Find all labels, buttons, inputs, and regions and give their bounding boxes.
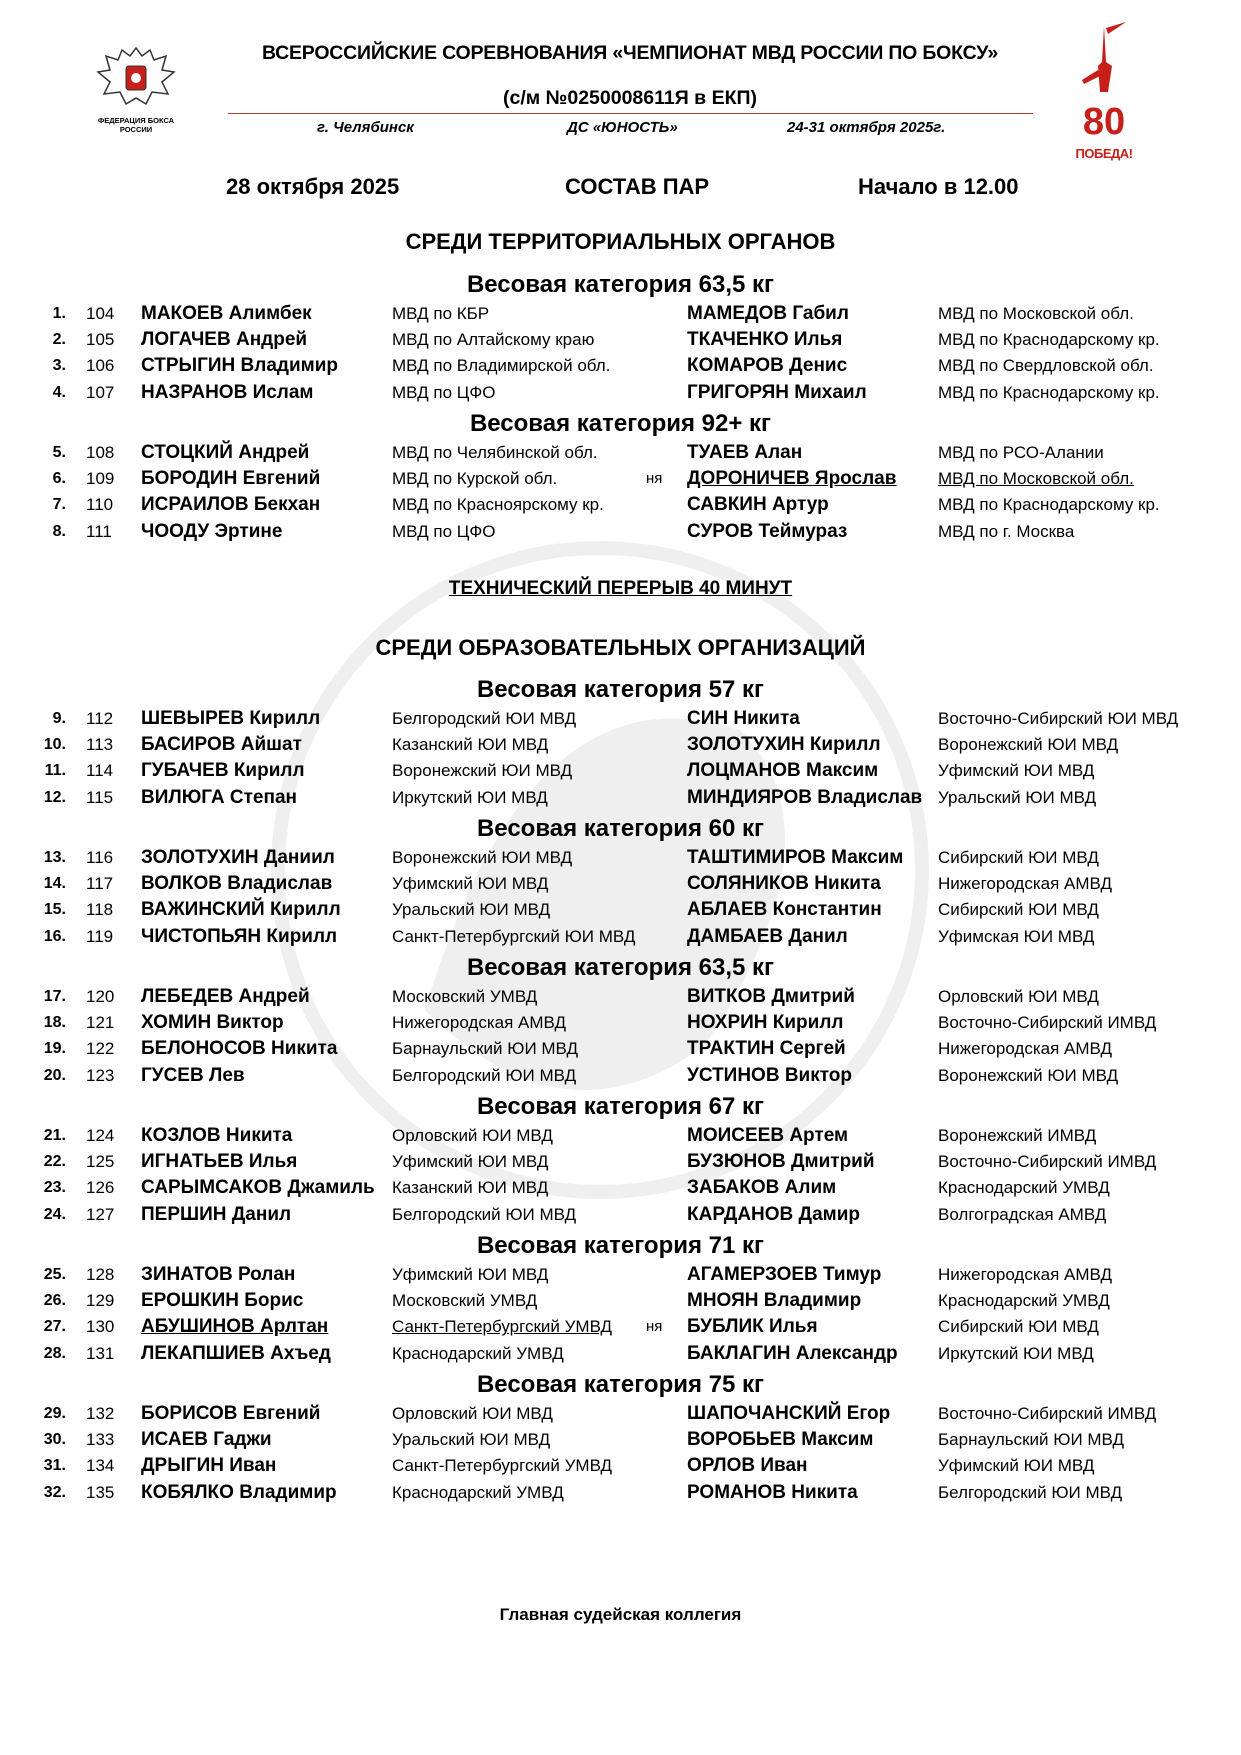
bout-row	[0, 353, 1241, 379]
bout-row	[0, 1288, 1241, 1314]
bout-row	[0, 1123, 1241, 1149]
red-corner-organization: Московский УМВД	[392, 1291, 538, 1311]
bout-row	[0, 845, 1241, 871]
weight-category-heading: Весовая категория 75 кг	[476, 1371, 765, 1398]
blue-corner-organization: Воронежский ИМВД	[938, 1126, 1097, 1145]
bout-row	[0, 1401, 1241, 1427]
red-corner-boxer: ЕРОШКИН Борис	[141, 1290, 304, 1312]
weight-category-heading: Весовая категория 63,5 кг	[466, 271, 775, 298]
bout-row	[0, 758, 1241, 784]
bout-number: 14.	[43, 875, 66, 893]
bout-date: 28 октября 2025	[226, 174, 400, 199]
bout-id: 120	[86, 987, 115, 1006]
blue-corner-organization: МВД по Московской обл.	[938, 469, 1134, 489]
bout-number: 12.	[43, 788, 66, 806]
red-corner-boxer: ИГНАТЬЕВ Илья	[141, 1151, 298, 1173]
weight-category-heading: Весовая категория 63,5 кг	[466, 954, 775, 981]
bout-row	[0, 492, 1241, 518]
blue-corner-boxer: СОЛЯНИКОВ Никита	[687, 873, 881, 895]
weight-category-heading: Весовая категория 67 кг	[476, 1093, 765, 1120]
blue-corner-boxer: ВОРОБЬЕВ Максим	[687, 1429, 874, 1451]
bout-number: 11.	[44, 762, 66, 780]
blue-corner-organization: Восточно-Сибирский ИМВД	[938, 1152, 1157, 1172]
red-corner-boxer: ВИЛЮГА Степан	[141, 786, 297, 808]
bout-row	[0, 327, 1241, 353]
bout-id: 112	[86, 709, 114, 728]
bout-number: 8.	[52, 522, 66, 540]
blue-corner-boxer: АБЛАЕВ Константин	[687, 899, 882, 921]
bout-id: 131	[86, 1343, 115, 1363]
red-corner-organization: Казанский ЮИ МВД	[392, 1178, 549, 1198]
red-corner-organization: МВД по Курской обл.	[392, 469, 558, 489]
blue-corner-organization: Нижегородская АМВД	[938, 1265, 1113, 1284]
blue-corner-organization: Воронежский ЮИ МВД	[938, 1065, 1119, 1085]
red-corner-boxer: МАКОЕВ Алимбек	[141, 303, 312, 324]
red-corner-boxer: СТРЫГИН Владимир	[141, 355, 338, 377]
blue-corner-boxer: МИНДИЯРОВ Владислав	[687, 786, 923, 808]
bout-id: 119	[86, 926, 114, 946]
bout-row	[0, 897, 1241, 923]
blue-corner-boxer: МНОЯН Владимир	[687, 1290, 862, 1312]
blue-corner-organization: Белгородский ЮИ МВД	[938, 1482, 1123, 1502]
blue-corner-boxer: ОРЛОВ Иван	[687, 1455, 808, 1477]
federation-logo	[92, 42, 180, 138]
bout-row	[0, 519, 1241, 545]
bout-number: 23.	[43, 1179, 66, 1197]
bout-id: 118	[86, 900, 114, 920]
federation-logo-text: ФЕДЕРАЦИЯ БОКСА РОССИИ	[97, 116, 175, 134]
bout-number: 20.	[43, 1066, 66, 1084]
blue-corner-organization: Уральский ЮИ МВД	[938, 787, 1097, 807]
bout-id: 132	[86, 1404, 115, 1423]
bout-row	[0, 1063, 1241, 1089]
bout-row	[0, 924, 1241, 950]
red-corner-boxer: ГУСЕВ Лев	[141, 1064, 245, 1086]
dates: 24-31 октября 2025г.	[787, 119, 946, 136]
red-corner-boxer: ИСАЕВ Гаджи	[141, 1429, 272, 1451]
blue-corner-boxer: ЗАБАКОВ Алим	[687, 1177, 837, 1199]
bout-id: 117	[86, 874, 114, 894]
bout-id: 109	[86, 469, 115, 489]
bout-number: 24.	[43, 1205, 66, 1223]
red-corner-boxer: ВОЛКОВ Владислав	[141, 873, 333, 895]
bout-row	[0, 440, 1241, 466]
red-corner-organization: Санкт-Петербургский УМВД	[392, 1317, 613, 1337]
blue-corner-organization: Сибирский ЮИ МВД	[938, 900, 1099, 920]
red-corner-organization: Воронежский ЮИ МВД	[392, 848, 573, 867]
red-corner-boxer: БЕЛОНОСОВ Никита	[141, 1038, 338, 1060]
bout-note: ня	[646, 1318, 663, 1336]
blue-corner-boxer: УСТИНОВ Виктор	[687, 1064, 853, 1086]
red-corner-boxer: ЗИНАТОВ Ролан	[141, 1264, 296, 1285]
victory-80-logo	[1068, 22, 1140, 160]
bout-number: 13.	[43, 849, 66, 866]
competition-subtitle: (с/м №0250008611Я в ЕКП)	[503, 87, 757, 109]
city: г. Челябинск	[317, 119, 414, 136]
weight-category-heading: Весовая категория 60 кг	[476, 815, 765, 842]
bout-id: 113	[86, 735, 114, 755]
bout-row	[0, 706, 1241, 732]
red-corner-organization: Орловский ЮИ МВД	[392, 1404, 553, 1423]
bout-number: 17.	[43, 988, 66, 1005]
red-corner-boxer: САРЫМСАКОВ Джамиль	[141, 1177, 375, 1199]
bout-row	[0, 1453, 1241, 1479]
red-corner-organization: МВД по КБР	[392, 304, 490, 323]
bout-row	[0, 1480, 1241, 1506]
red-corner-organization: МВД по Челябинской обл.	[392, 443, 598, 462]
red-corner-organization: Нижегородская АМВД	[392, 1013, 567, 1033]
bout-id: 116	[86, 848, 114, 867]
bout-id: 110	[86, 495, 114, 515]
bout-row	[0, 1036, 1241, 1062]
blue-corner-boxer: ДАМБАЕВ Данил	[687, 925, 848, 947]
bout-row	[0, 1010, 1241, 1036]
blue-corner-boxer: ШАПОЧАНСКИЙ Егор	[687, 1403, 891, 1424]
red-corner-boxer: БАСИРОВ Айшат	[141, 734, 302, 756]
bout-id: 105	[86, 330, 115, 350]
red-corner-boxer: ШЕВЫРЕВ Кирилл	[141, 708, 321, 729]
bout-number: 31.	[43, 1457, 66, 1475]
red-corner-boxer: БОРИСОВ Евгений	[141, 1403, 321, 1424]
bout-number: 7.	[52, 496, 66, 514]
red-corner-organization: Санкт-Петербургский ЮИ МВД	[392, 926, 636, 946]
red-corner-organization: Орловский ЮИ МВД	[392, 1126, 553, 1145]
blue-corner-boxer: ДОРОНИЧЕВ Ярослав	[687, 468, 897, 490]
bout-id: 121	[86, 1013, 115, 1033]
red-corner-boxer: СТОЦКИЙ Андрей	[141, 442, 310, 463]
blue-corner-organization: Орловский ЮИ МВД	[938, 987, 1099, 1006]
red-corner-organization: Московский УМВД	[392, 987, 538, 1006]
blue-corner-boxer: ТКАЧЕНКО Илья	[687, 329, 843, 351]
bout-id: 124	[86, 1126, 115, 1145]
bout-row	[0, 1341, 1241, 1367]
venue: ДС «ЮНОСТЬ»	[567, 119, 678, 136]
blue-corner-organization: Воронежский ЮИ МВД	[938, 735, 1119, 755]
bout-id: 111	[86, 521, 112, 541]
bout-number: 21.	[43, 1127, 66, 1144]
blue-corner-organization: Уфимский ЮИ МВД	[938, 1456, 1095, 1476]
bout-number: 10.	[43, 736, 66, 754]
section-educational: СРЕДИ ОБРАЗОВАТЕЛЬНЫХ ОРГАНИЗАЦИЙ	[375, 635, 866, 660]
bout-number: 22.	[43, 1153, 66, 1171]
red-corner-boxer: ДРЫГИН Иван	[141, 1455, 277, 1477]
bout-row	[0, 301, 1241, 327]
blue-corner-boxer: ТУАЕВ Алан	[687, 442, 803, 463]
blue-corner-boxer: КОМАРОВ Денис	[687, 355, 848, 377]
bout-row	[0, 785, 1241, 811]
red-corner-boxer: БОРОДИН Евгений	[141, 468, 321, 490]
blue-corner-organization: Волгоградская АМВД	[938, 1204, 1107, 1224]
red-corner-organization: Уфимский ЮИ МВД	[392, 1265, 549, 1284]
red-corner-organization: МВД по ЦФО	[392, 521, 496, 541]
blue-corner-boxer: СИН Никита	[687, 708, 800, 729]
weight-category-heading: Весовая категория 92+ кг	[469, 410, 772, 437]
bout-number: 16.	[43, 927, 66, 945]
red-corner-boxer: КОБЯЛКО Владимир	[141, 1481, 337, 1503]
bout-number: 26.	[43, 1292, 66, 1310]
bout-number: 5.	[52, 444, 66, 461]
red-corner-boxer: НАЗРАНОВ Ислам	[141, 381, 314, 403]
start-time: Начало в 12.00	[858, 174, 1019, 199]
bout-row	[0, 1427, 1241, 1453]
red-corner-boxer: ЛЕБЕДЕВ Андрей	[141, 986, 310, 1007]
red-corner-organization: Уральский ЮИ МВД	[392, 1430, 551, 1450]
blue-corner-organization: Барнаульский ЮИ МВД	[938, 1430, 1125, 1450]
red-corner-organization: Белгородский ЮИ МВД	[392, 709, 577, 728]
bout-id: 114	[86, 761, 114, 781]
red-corner-organization: Белгородский ЮИ МВД	[392, 1204, 577, 1224]
bout-id: 128	[86, 1265, 115, 1284]
bout-note: ня	[646, 470, 663, 488]
red-corner-boxer: ЧИСТОПЬЯН Кирилл	[141, 925, 338, 947]
pairs-title: СОСТАВ ПАР	[565, 174, 710, 199]
red-corner-boxer: ВАЖИНСКИЙ Кирилл	[141, 899, 341, 921]
blue-corner-boxer: АГАМЕРЗОЕВ Тимур	[687, 1264, 882, 1285]
bout-id: 115	[86, 787, 114, 807]
bout-id: 134	[86, 1456, 115, 1476]
red-corner-boxer: ХОМИН Виктор	[141, 1012, 284, 1034]
blue-corner-boxer: СУРОВ Теймураз	[687, 520, 848, 542]
blue-corner-organization: Сибирский ЮИ МВД	[938, 848, 1099, 867]
blue-corner-boxer: ЛОЦМАНОВ Максим	[687, 760, 879, 782]
bout-row	[0, 380, 1241, 406]
blue-corner-organization: МВД по Московской обл.	[938, 304, 1134, 323]
weight-category-heading: Весовая категория 57 кг	[476, 676, 765, 703]
red-corner-organization: Краснодарский УМВД	[392, 1482, 564, 1502]
bout-row	[0, 871, 1241, 897]
red-corner-organization: Краснодарский УМВД	[392, 1343, 564, 1363]
blue-corner-boxer: ГРИГОРЯН Михаил	[687, 381, 867, 403]
blue-corner-organization: Нижегородская АМВД	[938, 874, 1113, 894]
header-rule	[228, 113, 1033, 114]
chief-judges-signature: Главная судейская коллегия	[499, 1605, 742, 1624]
blue-corner-boxer: БУЗЮНОВ Дмитрий	[687, 1151, 875, 1173]
blue-corner-organization: МВД по Свердловской обл.	[938, 356, 1154, 376]
red-corner-organization: МВД по Владимирской обл.	[392, 356, 611, 376]
red-corner-organization: МВД по ЦФО	[392, 382, 496, 402]
red-corner-boxer: АБУШИНОВ Арлтан	[141, 1316, 329, 1338]
blue-corner-boxer: САВКИН Артур	[687, 494, 829, 516]
blue-corner-organization: МВД по г. Москва	[938, 521, 1075, 541]
bout-number: 3.	[52, 357, 66, 375]
competition-title: ВСЕРОССИЙСКИЕ СОРЕВНОВАНИЯ «ЧЕМПИОНАТ МВД РОССИИ ПО БОКСУ»	[261, 42, 999, 64]
technical-break: ТЕХНИЧЕСКИЙ ПЕРЕРЫВ 40 МИНУТ	[448, 578, 793, 599]
bout-row	[0, 1262, 1241, 1288]
blue-corner-boxer: ЗОЛОТУХИН Кирилл	[687, 734, 881, 756]
bout-number: 18.	[43, 1014, 66, 1032]
bout-id: 135	[86, 1482, 115, 1502]
blue-corner-organization: Уфимский ЮИ МВД	[938, 761, 1095, 781]
blue-corner-boxer: ТРАКТИН Сергей	[687, 1038, 846, 1060]
blue-corner-organization: Сибирский ЮИ МВД	[938, 1317, 1099, 1337]
red-corner-boxer: ЛЕКАПШИЕВ Ахъед	[141, 1342, 331, 1364]
bout-id: 122	[86, 1039, 115, 1059]
bout-number: 25.	[43, 1266, 66, 1283]
blue-corner-boxer: КАРДАНОВ Дамир	[687, 1203, 860, 1225]
bout-number: 2.	[52, 331, 66, 349]
blue-corner-boxer: МОИСЕЕВ Артем	[687, 1125, 849, 1146]
blue-corner-boxer: НОХРИН Кирилл	[687, 1012, 844, 1034]
blue-corner-organization: Иркутский ЮИ МВД	[938, 1343, 1094, 1363]
bout-id: 133	[86, 1430, 115, 1450]
blue-corner-organization: Нижегородская АМВД	[938, 1039, 1113, 1059]
bout-row	[0, 1149, 1241, 1175]
blue-corner-organization: Краснодарский УМВД	[938, 1291, 1110, 1311]
bout-id: 129	[86, 1291, 115, 1311]
bout-id: 130	[86, 1317, 115, 1337]
bout-number: 30.	[43, 1431, 66, 1449]
red-corner-organization: Барнаульский ЮИ МВД	[392, 1039, 579, 1059]
red-corner-boxer: ЗОЛОТУХИН Даниил	[141, 847, 335, 868]
blue-corner-organization: МВД по Краснодарскому кр.	[938, 330, 1160, 350]
blue-corner-boxer: ТАШТИМИРОВ Максим	[687, 847, 904, 868]
bout-number: 1.	[52, 305, 66, 322]
bout-row	[0, 1314, 1241, 1340]
red-corner-organization: Уральский ЮИ МВД	[392, 900, 551, 920]
red-corner-organization: Белгородский ЮИ МВД	[392, 1065, 577, 1085]
eagle-emblem-icon	[92, 42, 180, 116]
red-corner-organization: Казанский ЮИ МВД	[392, 735, 549, 755]
red-corner-boxer: ЛОГАЧЕВ Андрей	[141, 329, 308, 351]
red-corner-organization: Уфимский ЮИ МВД	[392, 1152, 549, 1172]
blue-corner-organization: Краснодарский УМВД	[938, 1178, 1110, 1198]
section-territorial: СРЕДИ ТЕРРИТОРИАЛЬНЫХ ОРГАНОВ	[405, 229, 836, 254]
bout-id: 123	[86, 1065, 115, 1085]
bout-row	[0, 466, 1241, 492]
bout-id: 108	[86, 443, 115, 462]
bout-id: 125	[86, 1152, 115, 1172]
bout-id: 104	[86, 304, 115, 323]
bout-number: 29.	[43, 1405, 66, 1422]
red-corner-boxer: ЧООДУ Эртине	[141, 520, 283, 542]
bout-number: 15.	[43, 901, 66, 919]
blue-corner-organization: МВД по РСО-Алании	[938, 443, 1104, 462]
red-corner-organization: МВД по Красноярскому кр.	[392, 495, 604, 515]
red-corner-boxer: ИСРАИЛОВ Бекхан	[141, 494, 321, 516]
blue-corner-boxer: БУБЛИК Илья	[687, 1316, 818, 1338]
bout-row	[0, 732, 1241, 758]
blue-corner-boxer: МАМЕДОВ Габил	[687, 303, 849, 324]
blue-corner-boxer: БАКЛАГИН Александр	[687, 1342, 898, 1364]
red-corner-boxer: ГУБАЧЕВ Кирилл	[141, 760, 305, 782]
red-corner-organization: Иркутский ЮИ МВД	[392, 787, 548, 807]
blue-corner-organization: Восточно-Сибирский ЮИ МВД	[938, 709, 1179, 728]
red-corner-boxer: КОЗЛОВ Никита	[141, 1125, 293, 1146]
blue-corner-boxer: РОМАНОВ Никита	[687, 1481, 858, 1503]
bout-row	[0, 1175, 1241, 1201]
red-corner-organization: МВД по Алтайскому краю	[392, 330, 595, 350]
blue-corner-organization: Восточно-Сибирский ИМВД	[938, 1013, 1157, 1033]
bout-row	[0, 1202, 1241, 1228]
blue-corner-boxer: ВИТКОВ Дмитрий	[687, 986, 855, 1007]
bout-row	[0, 984, 1241, 1010]
blue-corner-organization: МВД по Краснодарскому кр.	[938, 382, 1160, 402]
bout-number: 6.	[52, 470, 66, 488]
red-corner-organization: Воронежский ЮИ МВД	[392, 761, 573, 781]
bout-id: 106	[86, 356, 115, 376]
bout-id: 107	[86, 382, 115, 402]
motherland-monument-icon	[1068, 22, 1140, 144]
bout-number: 9.	[52, 710, 66, 727]
bout-id: 126	[86, 1178, 115, 1198]
bout-number: 19.	[43, 1040, 66, 1058]
red-corner-organization: Санкт-Петербургский УМВД	[392, 1456, 613, 1476]
bout-number: 27.	[43, 1318, 66, 1336]
red-corner-organization: Уфимский ЮИ МВД	[392, 874, 549, 894]
bout-id: 127	[86, 1204, 115, 1224]
victory-logo-text: ПОБЕДА!	[1075, 146, 1133, 161]
blue-corner-organization: Уфимская ЮИ МВД	[938, 926, 1095, 946]
bout-number: 4.	[52, 383, 66, 401]
victory-80-number: 80	[1082, 101, 1126, 143]
red-corner-boxer: ПЕРШИН Данил	[141, 1203, 292, 1225]
weight-category-heading: Весовая категория 71 кг	[476, 1232, 765, 1259]
bout-number: 32.	[43, 1483, 66, 1501]
blue-corner-organization: МВД по Краснодарскому кр.	[938, 495, 1160, 515]
blue-corner-organization: Восточно-Сибирский ИМВД	[938, 1404, 1157, 1423]
bout-number: 28.	[43, 1344, 66, 1362]
